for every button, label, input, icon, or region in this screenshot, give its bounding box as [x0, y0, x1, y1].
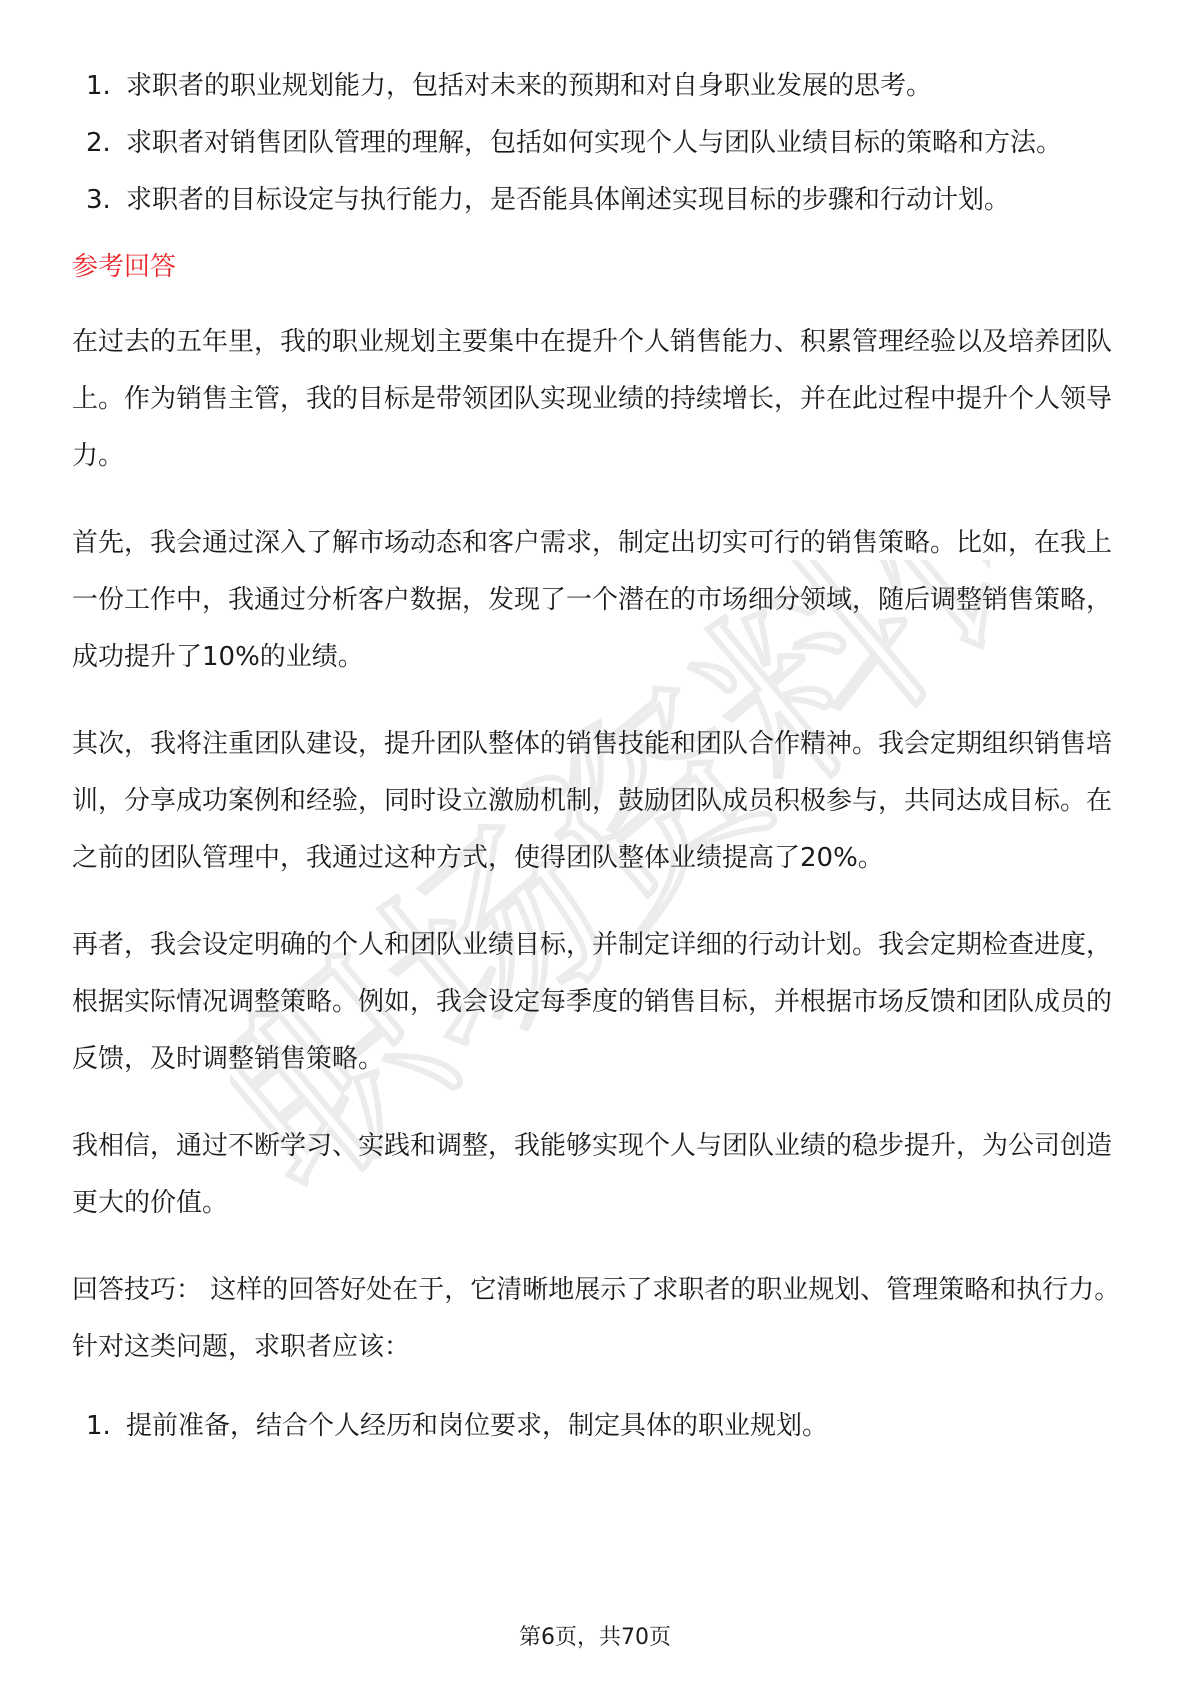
list-item-text: 求职者对销售团队管理的理解，包括如何实现个人与团队业绩目标的策略和方法。 — [126, 128, 1063, 158]
section-heading: 参考回答 — [72, 252, 177, 282]
list-item — [72, 58, 1122, 115]
page-footer: 第6页，共70页 — [519, 1625, 671, 1650]
list-item-text: 求职者的职业规划能力，包括对未来的预期和对自身职业发展的思考。 — [126, 71, 933, 101]
answer-paragraph: 其次，我将注重团队建设，提升团队整体的销售技能和团队合作精神。我会定期组织销售培训，分享成功案例和经验，同时设立激励机制，鼓励团队成员积极参与，共同达成目标。在之前的团队管理中，我通过这种方式，使得团队整体业绩提高了20%。 — [72, 729, 1113, 873]
list-item — [72, 115, 1122, 172]
list-item-text: 提前准备，结合个人经历和岗位要求，制定具体的职业规划。 — [126, 1411, 829, 1441]
list-number: 2. — [86, 128, 111, 158]
list-item-text: 求职者的目标设定与执行能力，是否能具体阐述实现目标的步骤和行动计划。 — [126, 185, 1011, 215]
answer-paragraph: 在过去的五年里，我的职业规划主要集中在提升个人销售能力、积累管理经验以及培养团队上。作为销售主管，我的目标是带领团队实现业绩的持续增长，并在此过程中提升个人领导力。 — [72, 327, 1113, 471]
list-number: 1. — [86, 1411, 111, 1441]
answer-paragraph: 再者，我会设定明确的个人和团队业绩目标，并制定详细的行动计划。我会定期检查进度，根据实际情况调整策略。例如，我会设定每季度的销售目标，并根据市场反馈和团队成员的反馈，及时调整销售策略。 — [72, 930, 1113, 1074]
list-number: 1. — [86, 71, 111, 101]
watermark-text: 职场资料馆 — [230, 560, 990, 1239]
tip-list — [72, 1398, 1122, 1455]
answer-paragraph: 首先，我会通过深入了解市场动态和客户需求，制定出切实可行的销售策略。比如，在我上一份工作中，我通过分析客户数据，发现了一个潜在的市场细分领域，随后调整销售策略，成功提升了10%的业绩。 — [72, 528, 1113, 672]
tip-paragraph: 回答技巧： 这样的回答好处在于，它清晰地展示了求职者的职业规划、管理策略和执行力。针对这类问题，求职者应该： — [72, 1275, 1121, 1362]
intro-list — [72, 58, 1122, 229]
list-item — [72, 1398, 1122, 1455]
document-page — [72, 58, 1122, 1455]
answer-paragraph: 我相信，通过不断学习、实践和调整，我能够实现个人与团队业绩的稳步提升，为公司创造更大的价值。 — [72, 1131, 1113, 1218]
list-number: 3. — [86, 185, 111, 215]
list-item — [72, 172, 1122, 229]
